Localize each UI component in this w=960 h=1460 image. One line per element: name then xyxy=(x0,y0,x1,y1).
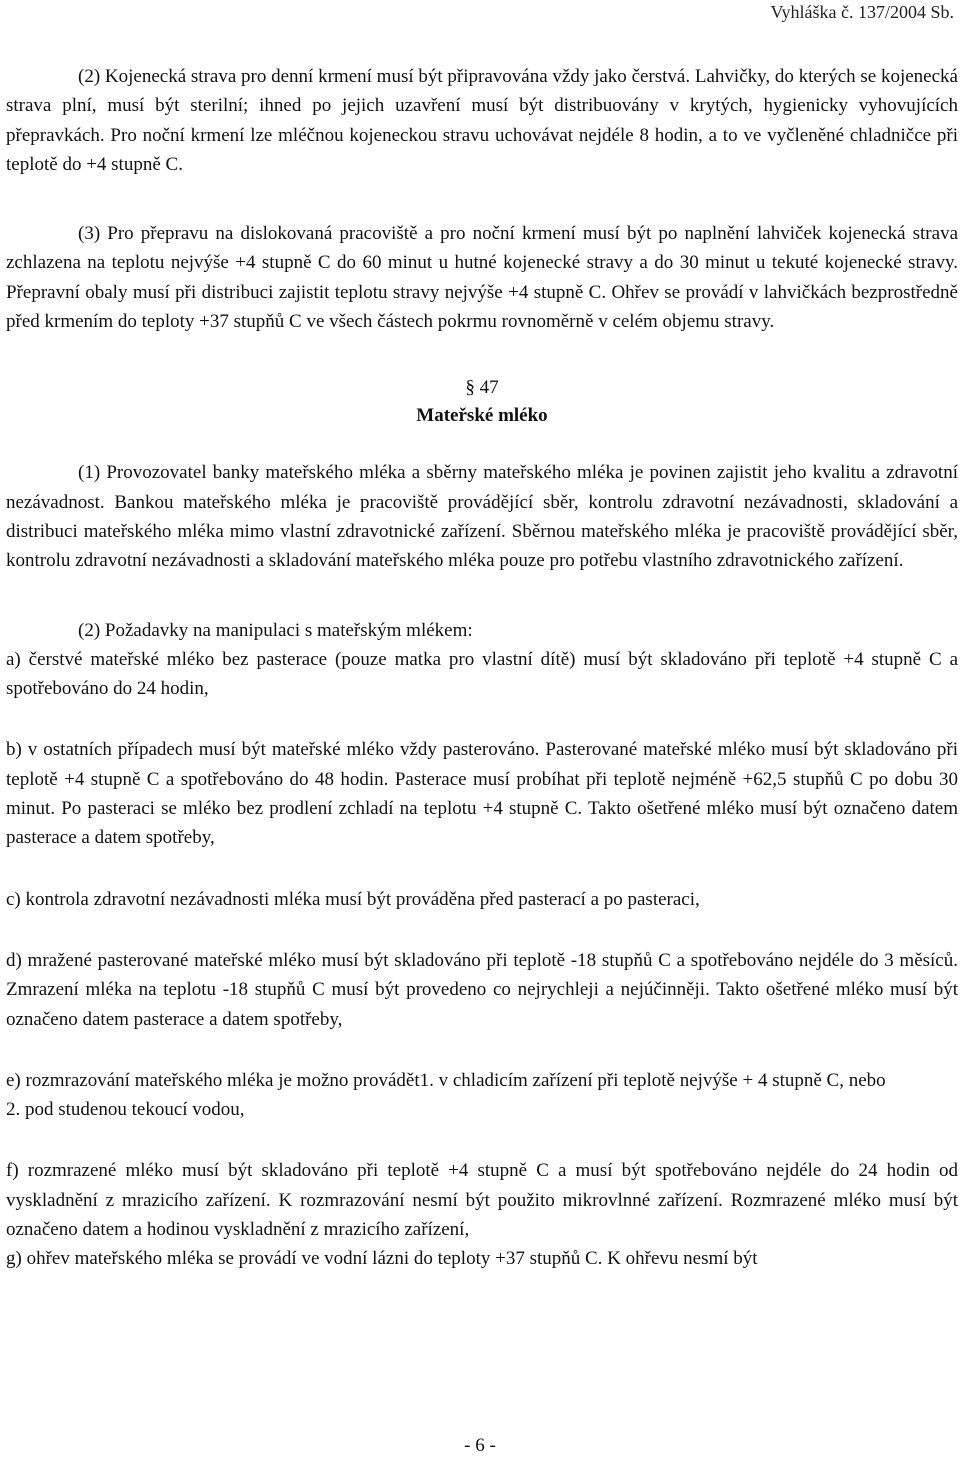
paragraph-2-requirements: (2) Požadavky na manipulaci s mateřským mlékem: xyxy=(78,619,473,641)
page-body xyxy=(6,62,958,1274)
list-item-f: f) rozmrazené mléko musí být skladováno při teplotě +4 stupně C a musí být spotřebováno nejdéle do 24 hodin od vyskladnění z mrazicího zařízení. K rozmrazování nesmí být použito mikrovlnné zařízení. Rozmrazené mléko musí být označeno datem a hodinou vyskladnění z mrazicího zařízení, xyxy=(6,1160,958,1241)
paragraph-2-infant-food: (2) Kojenecká strava pro denní krmení musí být připravována vždy jako čerstvá. Lahvičky, do kterých se kojenecká strava plní, musí být sterilní; ihned po jejich uzavření musí být distribuovány v krytých, hygienicky vyhovujících přepravkách. Pro noční krmení lze mléčnou kojeneckou stravu uchovávat nejdéle 8 hodin, a to ve vyčleněné chladničce při teplotě do +4 stupně C. xyxy=(6,66,958,175)
list-item-a: a) čerstvé mateřské mléko bez pasterace (pouze matka pro vlastní dítě) musí být skladováno při teplotě +4 stupně C a spotřebováno do 24 hodin, xyxy=(6,648,958,700)
document-header: Vyhláška č. 137/2004 Sb. xyxy=(770,2,954,22)
list-item-d: d) mražené pasterované mateřské mléko musí být skladováno při teplotě -18 stupňů C a spotřebováno nejdéle do 3 měsíců. Zmrazení mléka na teplotu -18 stupňů C musí být provedeno co nejrychleji a nejúčinněji. Takto ošetřené mléko musí být označeno datem pasterace a datem spotřeby, xyxy=(6,949,958,1030)
list-item-e-2: 2. pod studenou tekoucí vodou, xyxy=(6,1099,245,1121)
paragraph-3-transport: (3) Pro přepravu na dislokovaná pracoviště a pro noční krmení musí být po naplnění lahviček kojenecká strava zchlazena na teplotu nejvýše +4 stupně C do 60 minut u hutné kojenecké stravy a do 30 minut u tekuté kojenecké stravy. Přepravní obaly musí při distribuci zajistit teplotu stravy nejvýše +4 stupně C. Ohřev se provádí v lahvičkách bezprostředně před krmením do teploty +37 stupňů C ve všech částech pokrmu rovnoměrně v celém objemu stravy. xyxy=(6,223,958,333)
page-number: - 6 - xyxy=(464,1435,496,1456)
list-item-e: e) rozmrazování mateřského mléka je možno provádět1. v chladicím zařízení při teplotě nejvýše + 4 stupně C, nebo xyxy=(6,1069,886,1091)
section-number: § 47 xyxy=(465,377,499,399)
list-item-b: b) v ostatních případech musí být mateřské mléko vždy pasterováno. Pasterované mateřské mléko musí být skladováno při teplotě +4 stupně C a spotřebováno do 48 hodin. Pasterace musí probíhat při teplotě nejméně +62,5 stupňů C po dobu 30 minut. Po pasteraci se mléko bez prodlení zchladí na teplotu +4 stupně C. Takto ošetřené mléko musí být označeno datem pasterace a datem spotřeby, xyxy=(6,739,958,849)
paragraph-1-milk-bank: (1) Provozovatel banky mateřského mléka a sběrny mateřského mléka je povinen zajistit jeho kvalitu a zdravotní nezávadnost. Bankou mateřského mléka je pracoviště provádějící sběr, kontrolu zdravotní nezávadnosti, skladování a distribuci mateřského mléka mimo vlastní zdravotnické zařízení. Sběrnou mateřského mléka je pracoviště provádějící sběr, kontrolu zdravotní nezávadnosti a skladování mateřského mléka pouze pro potřebu vlastního zdravotnického zařízení. xyxy=(6,462,958,572)
list-item-c: c) kontrola zdravotní nezávadnosti mléka musí být prováděna před pasterací a po pasteraci, xyxy=(6,888,700,910)
section-title: Mateřské mléko xyxy=(416,405,548,427)
list-item-g: g) ohřev mateřského mléka se provádí ve vodní lázni do teploty +37 stupňů C. K ohřevu nesmí být xyxy=(6,1248,758,1270)
